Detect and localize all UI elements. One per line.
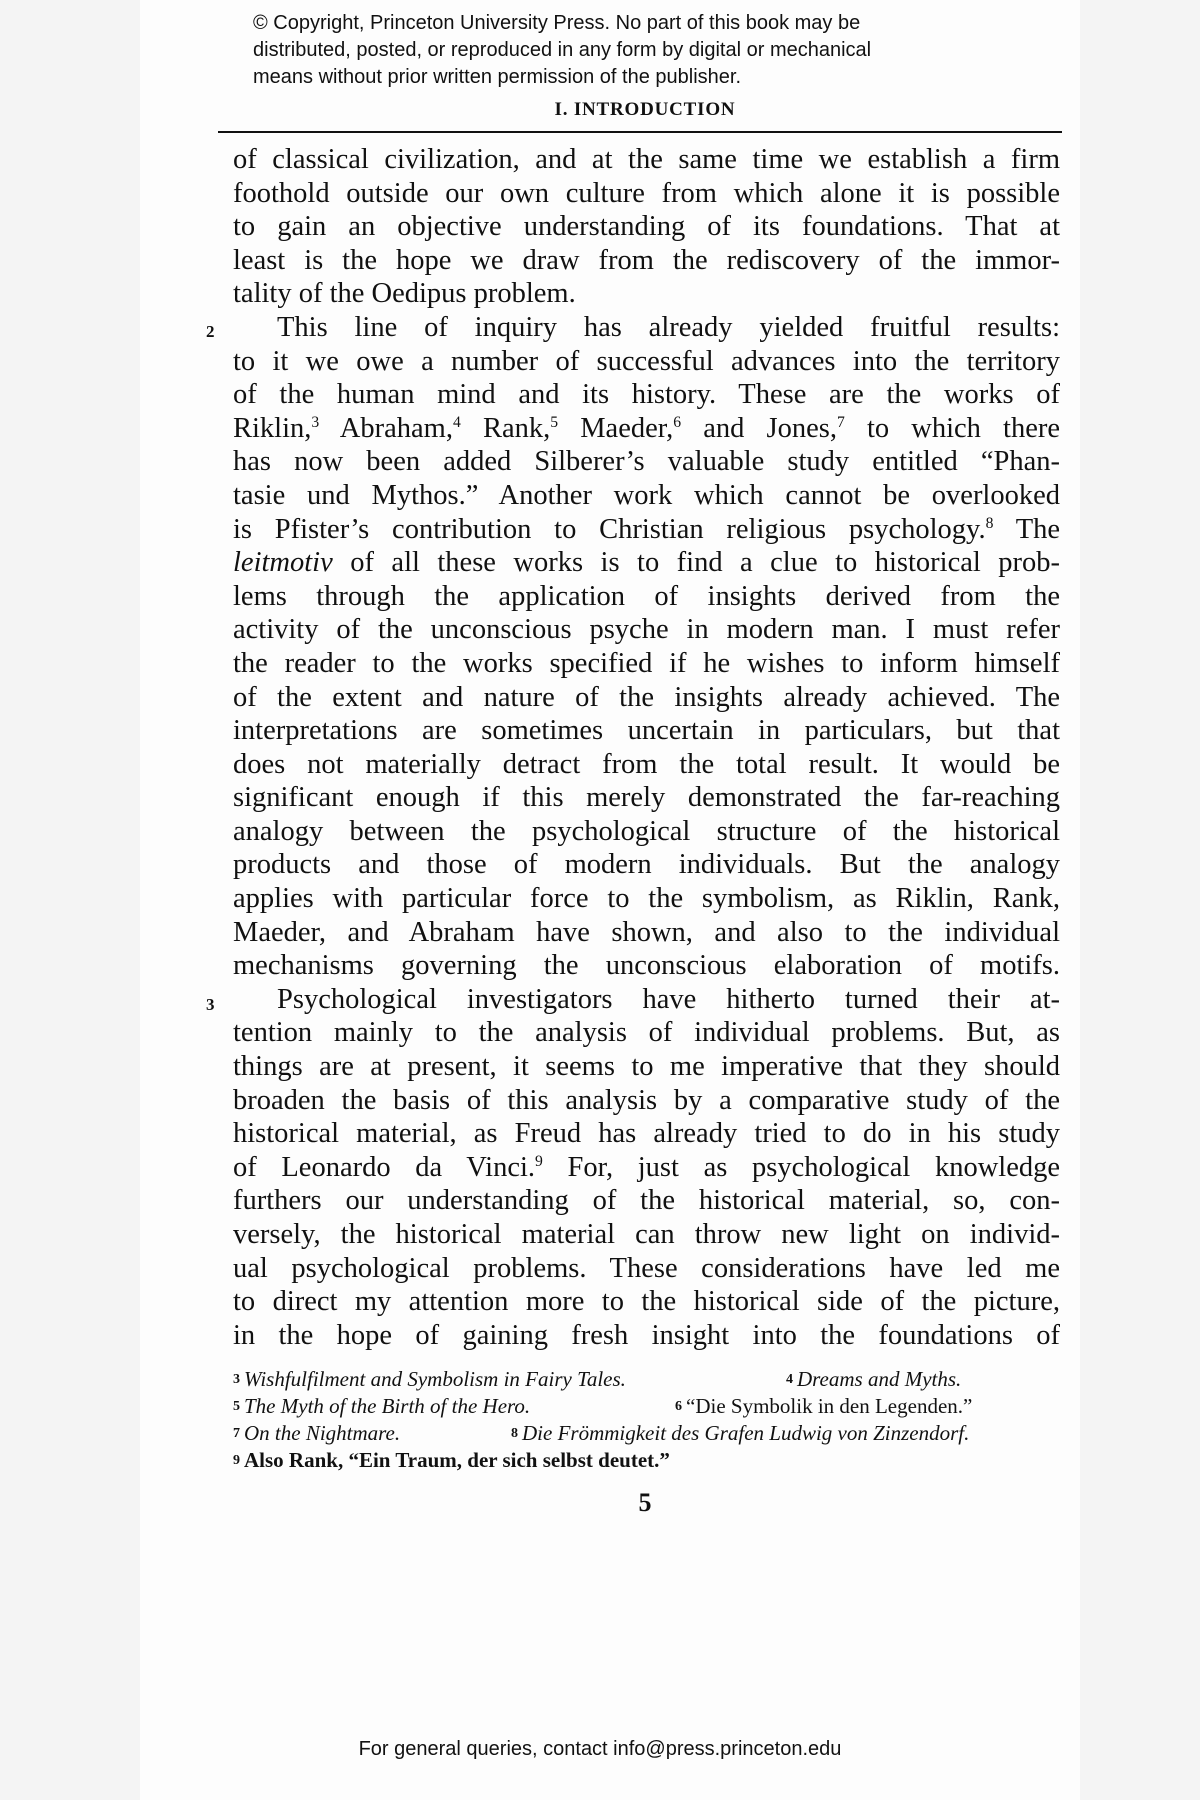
text-line: versely, the historical material can throw new light on individ- bbox=[233, 1219, 1060, 1250]
footnotes bbox=[233, 1366, 1060, 1474]
text-line: significant enough if this merely demonstrated the far-reaching bbox=[233, 782, 1060, 814]
copyright-notice bbox=[253, 10, 973, 91]
footnote-text: Dreams and Myths. bbox=[797, 1367, 962, 1391]
text-line: historical material, as Freud has already tried to do in his study bbox=[233, 1118, 1060, 1150]
footnote bbox=[233, 1366, 626, 1393]
text-line: of classical civilization, and at the same time we establish a firm bbox=[233, 144, 1060, 175]
text-line bbox=[233, 1151, 1060, 1185]
text-line bbox=[233, 412, 1060, 446]
footnote-number: 8 bbox=[511, 1426, 518, 1441]
text-run: is Pfister’s contribution to Christian religious psychology. bbox=[233, 513, 986, 545]
footnote-number: 3 bbox=[233, 1372, 240, 1387]
footnote-ref: 3 bbox=[311, 413, 320, 431]
text-line: has now been added Silberer’s valuable study entitled “Phan- bbox=[233, 446, 1060, 478]
footnote-ref: 5 bbox=[550, 413, 559, 431]
text-line: to it we owe a number of successful advances into the territory bbox=[233, 345, 1060, 377]
text-run: For, just as psychological knowledge bbox=[542, 1151, 1060, 1183]
footnote bbox=[511, 1420, 969, 1447]
footnote bbox=[233, 1420, 400, 1447]
text-line: things are at present, it seems to me imperative that they should bbox=[233, 1051, 1060, 1083]
text-line: tention mainly to the analysis of individual problems. But, as bbox=[233, 1017, 1060, 1049]
text-line: least is the hope we draw from the rediscovery of the immor- bbox=[233, 244, 1060, 276]
footnote-ref: 6 bbox=[673, 413, 682, 431]
text-line bbox=[233, 513, 1060, 547]
footnote-row bbox=[233, 1366, 1060, 1393]
text-line: analogy between the psychological structure of the historical bbox=[233, 815, 1060, 847]
text-line: broaden the basis of this analysis by a comparative study of the bbox=[233, 1084, 1060, 1116]
footnote-text: The Myth of the Birth of the Hero. bbox=[244, 1394, 531, 1418]
footnote-text: Wishfulfilment and Symbolism in Fairy Tales. bbox=[244, 1367, 626, 1391]
emphasis: leitmotiv bbox=[233, 547, 333, 579]
footnote-ref: 8 bbox=[985, 514, 994, 532]
text-line: does not materially detract from the total result. It would be bbox=[233, 748, 1060, 780]
footnote-ref: 4 bbox=[452, 413, 461, 431]
footnote-ref: 9 bbox=[535, 1152, 543, 1170]
text-line: ual psychological problems. These considerations have led me bbox=[233, 1252, 1060, 1284]
text-run: and Jones, bbox=[681, 412, 837, 444]
footnote-text: Die Frömmigkeit des Grafen Ludwig von Zinzendorf. bbox=[522, 1421, 970, 1445]
text-run: of Leonardo da Vinci. bbox=[233, 1151, 536, 1183]
copyright-line: means without prior written permission of the publisher. bbox=[253, 66, 742, 88]
body-text bbox=[233, 143, 1060, 1352]
footnote-ref: 7 bbox=[836, 413, 845, 431]
footnote-text: Also Rank, “Ein Traum, der sich selbst deutet.” bbox=[244, 1448, 670, 1472]
footnote-row bbox=[233, 1393, 1060, 1420]
page-number: 5 bbox=[638, 1488, 652, 1517]
text-line: to direct my attention more to the historical side of the picture, bbox=[233, 1286, 1060, 1318]
text-run: Riklin, bbox=[233, 412, 312, 444]
text-line: Maeder, and Abraham have shown, and also to the individual bbox=[233, 916, 1060, 948]
text-line: in the hope of gaining fresh insight into the foundations of bbox=[233, 1319, 1060, 1351]
footnote bbox=[675, 1393, 972, 1420]
copyright-line: distributed, posted, or reproduced in any form by digital or mechanical bbox=[253, 39, 872, 61]
text-line: products and those of modern individuals. But the analogy bbox=[233, 849, 1060, 881]
text-run: of all these works is to find a clue to historical prob- bbox=[332, 547, 1060, 579]
text-line bbox=[233, 546, 1060, 580]
text-run: The bbox=[993, 513, 1060, 545]
text-line: applies with particular force to the symbolism, as Riklin, Rank, bbox=[233, 883, 1060, 915]
text-line: to gain an objective understanding of its foundations. That at bbox=[233, 211, 1060, 243]
text-line: activity of the unconscious psyche in modern man. I must refer bbox=[233, 614, 1060, 646]
text-line: of the extent and nature of the insights already achieved. The bbox=[233, 681, 1060, 713]
footnote-number: 5 bbox=[233, 1399, 240, 1414]
footnote bbox=[233, 1447, 670, 1474]
footnote-text: On the Nightmare. bbox=[244, 1421, 401, 1445]
text-run: Maeder, bbox=[558, 412, 674, 444]
text-line: tasie und Mythos.” Another work which cannot be overlooked bbox=[233, 479, 1060, 511]
text-line: Psychological investigators have hitherto turned their at- bbox=[277, 983, 1060, 1015]
footnote-number: 6 bbox=[675, 1399, 682, 1414]
text-line: lems through the application of insights derived from the bbox=[233, 580, 1060, 612]
running-head: I. INTRODUCTION bbox=[554, 99, 736, 120]
text-line: This line of inquiry has already yielded fruitful results: bbox=[277, 311, 1060, 343]
text-line: interpretations are sometimes uncertain in particulars, but that bbox=[233, 715, 1060, 747]
footnote-number: 9 bbox=[233, 1453, 240, 1468]
footnote-text: “Die Symbolik in den Legenden.” bbox=[686, 1394, 973, 1418]
text-line: foothold outside our own culture from which alone it is possible bbox=[233, 177, 1060, 209]
text-run: Rank, bbox=[460, 412, 551, 444]
footnote-row bbox=[233, 1447, 1060, 1474]
text-line: the reader to the works specified if he wishes to inform himself bbox=[233, 647, 1060, 679]
footnote-number: 4 bbox=[786, 1372, 793, 1387]
text-run: Abraham, bbox=[319, 412, 453, 444]
header-rule bbox=[218, 131, 1062, 133]
footnote bbox=[786, 1366, 961, 1393]
text-line: mechanisms governing the unconscious elaboration of motifs. bbox=[233, 950, 1060, 982]
paragraph-number: 3 bbox=[206, 995, 215, 1014]
footer-contact: For general queries, contact info@press.princeton.edu bbox=[358, 1738, 842, 1760]
footnote-row bbox=[233, 1420, 1060, 1447]
footnote bbox=[233, 1393, 530, 1420]
text-line: furthers our understanding of the historical material, so, con- bbox=[233, 1185, 1060, 1217]
paragraph-number: 2 bbox=[206, 322, 215, 341]
text-line: tality of the Oedipus problem. bbox=[233, 278, 576, 310]
text-run: to which there bbox=[844, 412, 1061, 444]
text-line: of the human mind and its history. These are the works of bbox=[233, 379, 1060, 411]
copyright-line: © Copyright, Princeton University Press. No part of this book may be bbox=[253, 12, 861, 34]
footnote-number: 7 bbox=[233, 1426, 240, 1441]
